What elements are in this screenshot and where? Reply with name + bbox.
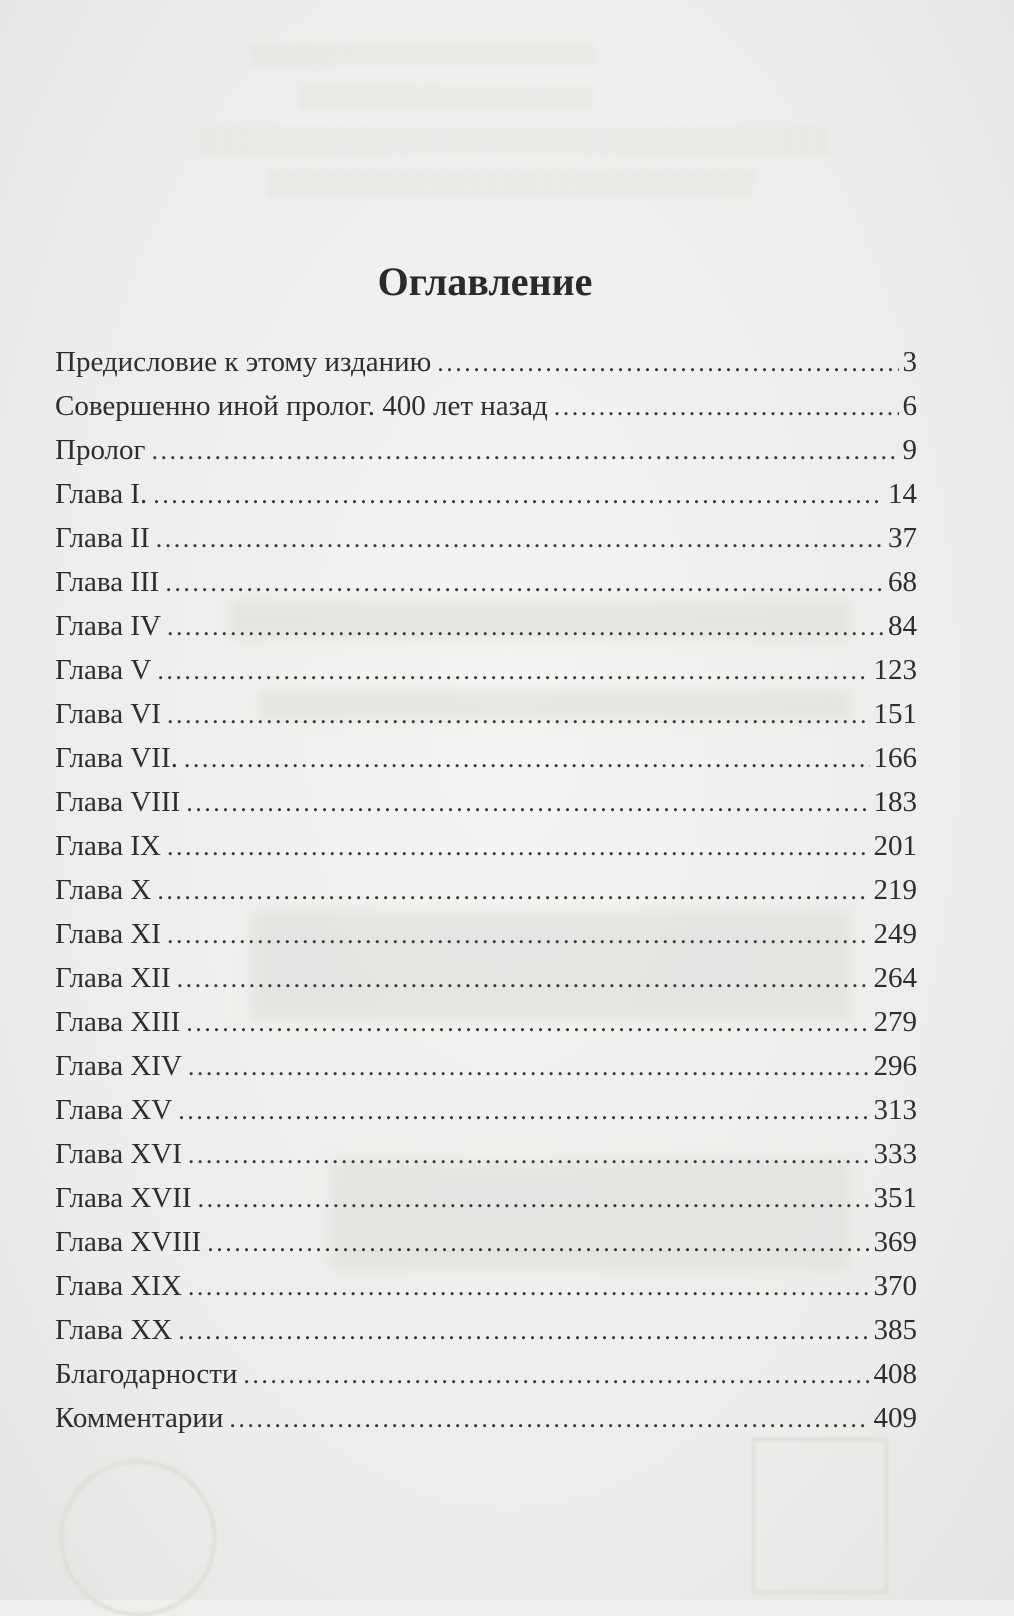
dot-leader xyxy=(157,869,869,913)
bleed-through-line: ░░░░░░░░░░░░░░░░░░░░░░░░░░░ xyxy=(250,44,595,64)
toc-entry-page-number: 333 xyxy=(873,1138,917,1170)
toc-entry-page-number: 351 xyxy=(873,1182,917,1214)
toc-entry-page-number: 68 xyxy=(888,566,917,598)
dot-leader xyxy=(167,693,870,737)
toc-entry-label: Благодарности xyxy=(55,1358,238,1390)
toc-entry xyxy=(55,736,917,780)
toc-entry-label: Глава XI xyxy=(55,918,161,950)
toc-entry-label: Глава XII xyxy=(55,962,171,994)
toc-entry-page-number: 166 xyxy=(873,742,917,774)
toc-entry-label: Глава I. xyxy=(55,478,148,510)
toc-entry xyxy=(55,1000,917,1044)
dot-leader xyxy=(165,561,884,605)
dot-leader xyxy=(151,429,898,473)
toc-entry-label: Предисловие к этому изданию xyxy=(55,346,432,378)
toc-entry-page-number: 369 xyxy=(873,1226,917,1258)
dot-leader xyxy=(167,913,870,957)
toc-entry-label: Глава XV xyxy=(55,1094,173,1126)
toc-entry-page-number: 14 xyxy=(888,478,917,510)
toc-entry xyxy=(55,1352,917,1396)
toc-entry-page-number: 6 xyxy=(902,390,917,422)
toc-entry-page-number: 370 xyxy=(873,1270,917,1302)
bleed-through-line: ░░░░░░░░░░░░░░░░░░░░░░░░░░░ xyxy=(268,170,755,196)
toc-entry-label: Комментарии xyxy=(55,1402,224,1434)
dot-leader xyxy=(207,1221,869,1265)
dot-leader xyxy=(186,1001,869,1045)
dot-leader xyxy=(198,1177,870,1221)
toc-entry-page-number: 151 xyxy=(873,698,917,730)
toc-entry-page-number: 408 xyxy=(873,1358,917,1390)
toc-entry-label: Глава IV xyxy=(55,610,161,642)
toc-entry-label: Глава XVII xyxy=(55,1182,192,1214)
toc-entry-page-number: 9 xyxy=(902,434,917,466)
toc-entry xyxy=(55,428,917,472)
toc-entry-page-number: 296 xyxy=(873,1050,917,1082)
toc-entry-page-number: 264 xyxy=(873,962,917,994)
toc-entry-page-number: 249 xyxy=(873,918,917,950)
toc-entry-label: Глава XIX xyxy=(55,1270,182,1302)
toc-entry xyxy=(55,868,917,912)
dot-leader xyxy=(167,825,870,869)
toc-entry xyxy=(55,824,917,868)
toc-entry-label: Глава VIII xyxy=(55,786,181,818)
table-of-contents xyxy=(55,340,917,1440)
dot-leader xyxy=(167,605,884,649)
toc-entry xyxy=(55,604,917,648)
toc-entry-label: Глава XIII xyxy=(55,1006,181,1038)
toc-entry-label: Глава IX xyxy=(55,830,161,862)
toc-entry xyxy=(55,1264,917,1308)
toc-entry-page-number: 37 xyxy=(888,522,917,554)
dot-leader xyxy=(188,1133,870,1177)
toc-entry-label: Глава XIV xyxy=(55,1050,182,1082)
toc-entry xyxy=(55,1088,917,1132)
toc-entry xyxy=(55,648,917,692)
toc-entry-label: Глава VI xyxy=(55,698,161,730)
dot-leader xyxy=(178,1309,869,1353)
toc-entry xyxy=(55,384,917,428)
toc-entry xyxy=(55,956,917,1000)
toc-entry xyxy=(55,1220,917,1264)
page-title: Оглавление xyxy=(377,259,593,304)
toc-entry-label: Глава XX xyxy=(55,1314,173,1346)
dot-leader xyxy=(188,1265,870,1309)
toc-entry-page-number: 279 xyxy=(873,1006,917,1038)
toc-entry xyxy=(55,1308,917,1352)
toc-entry xyxy=(55,1044,917,1088)
dot-leader xyxy=(437,341,898,385)
barcode-bleed-through xyxy=(752,1438,888,1594)
bleed-through-line: ░░░░░░░░░░░░░░░░░░░░░░░░░░░░░░░░░░░ xyxy=(200,128,831,154)
toc-entry xyxy=(55,780,917,824)
toc-entry-label: Глава III xyxy=(55,566,160,598)
dot-leader xyxy=(186,781,869,825)
toc-entry-label: Пролог xyxy=(55,434,146,466)
toc-entry-page-number: 219 xyxy=(873,874,917,906)
toc-entry-label: Глава VII. xyxy=(55,742,178,774)
toc-entry-page-number: 201 xyxy=(873,830,917,862)
toc-entry-label: Глава II xyxy=(55,522,150,554)
dot-leader xyxy=(188,1045,870,1089)
dot-leader xyxy=(177,957,870,1001)
toc-entry xyxy=(55,912,917,956)
toc-entry xyxy=(55,1132,917,1176)
dot-leader xyxy=(229,1397,869,1441)
toc-entry-label: Глава X xyxy=(55,874,152,906)
dot-leader xyxy=(178,1089,869,1133)
toc-entry-page-number: 313 xyxy=(873,1094,917,1126)
toc-entry-label: Глава XVI xyxy=(55,1138,182,1170)
toc-entry-page-number: 183 xyxy=(873,786,917,818)
toc-entry-label: Глава XVIII xyxy=(55,1226,202,1258)
dot-leader xyxy=(153,473,884,517)
dot-leader xyxy=(243,1353,869,1397)
toc-entry-label: Глава V xyxy=(55,654,152,686)
toc-entry-label: Совершенно иной пролог. 400 лет назад xyxy=(55,390,548,422)
toc-entry xyxy=(55,1176,917,1220)
toc-entry xyxy=(55,560,917,604)
dot-leader xyxy=(554,385,899,429)
toc-entry xyxy=(55,1396,917,1440)
toc-entry xyxy=(55,340,917,384)
dot-leader xyxy=(184,737,870,781)
toc-entry xyxy=(55,472,917,516)
toc-entry-page-number: 84 xyxy=(888,610,917,642)
toc-entry-page-number: 3 xyxy=(902,346,917,378)
toc-entry xyxy=(55,692,917,736)
toc-entry xyxy=(55,516,917,560)
bleed-through-line: ░░░░░░░░░░░░░░░░░░░░░░░ xyxy=(300,86,594,106)
dot-leader xyxy=(157,649,869,693)
age-rating-bleed-through xyxy=(60,1460,216,1616)
dot-leader xyxy=(156,517,884,561)
toc-entry-page-number: 123 xyxy=(873,654,917,686)
toc-entry-page-number: 409 xyxy=(873,1402,917,1434)
toc-entry-page-number: 385 xyxy=(873,1314,917,1346)
